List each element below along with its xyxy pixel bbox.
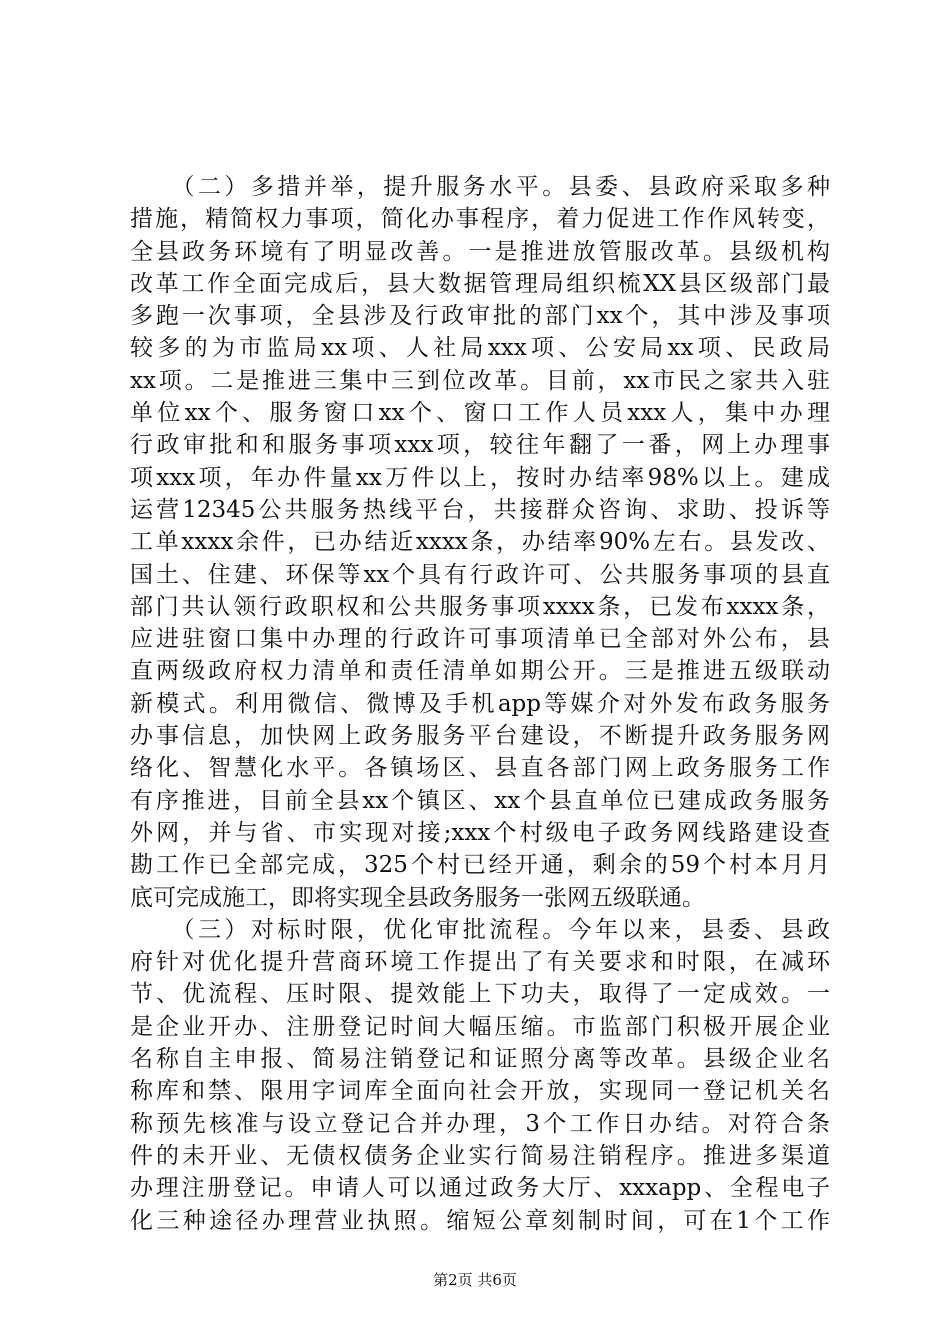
text-line: 多跑一次事项，全县涉及行政审批的部门xx个，其中涉及事项 bbox=[130, 303, 830, 330]
text-line: 节、优流程、压时限、提效能上下功夫，取得了一定成效。一 bbox=[130, 981, 830, 1008]
text-line: 运营12345公共服务热线平台，共接群众咨询、求助、投诉等 bbox=[130, 496, 830, 523]
text-line: （三）对标时限，优化审批流程。今年以来，县委、县政 bbox=[130, 916, 830, 943]
text-line: 单位xx个、服务窗口xx个、窗口工作人员xxx人，集中办理 bbox=[130, 400, 830, 427]
text-line: 新模式。利用微信、微博及手机app等媒介对外发布政务服务 bbox=[130, 690, 830, 717]
paragraph-three bbox=[130, 914, 830, 1237]
text-line: xx项。二是推进三集中三到位改革。目前，xx市民之家共入驻 bbox=[130, 367, 830, 394]
text-line: 办理注册登记。申请人可以通过政务大厅、xxxapp、全程电子 bbox=[130, 1175, 830, 1202]
text-line: 外网，并与省、市实现对接;xxx个村级电子政务网线路建设查 bbox=[130, 819, 830, 846]
text-line: 络化、智慧化水平。各镇场区、县直各部门网上政务服务工作 bbox=[130, 755, 830, 782]
text-line: 项xxx项，年办件量xx万件以上，按时办结率98%以上。建成 bbox=[130, 464, 830, 491]
text-line: 勘工作已全部完成，325个村已经开通，剩余的59个村本月月 bbox=[130, 852, 830, 879]
text-line: 国土、住建、环保等xx个具有行政许可、公共服务事项的县直 bbox=[130, 561, 830, 588]
text-line: （二）多措并举，提升服务水平。县委、县政府采取多种 bbox=[130, 174, 830, 200]
text-line: 部门共认领行政职权和公共服务事项xxxx条，已发布xxxx条， bbox=[130, 593, 830, 620]
text-line: 化三种途径办理营业执照。缩短公章刻制时间，可在1个工作 bbox=[130, 1207, 830, 1234]
text-line: 名称自主申报、简易注销登记和证照分离等改革。县级企业名 bbox=[130, 1046, 830, 1073]
text-line: 直两级政府权力清单和责任清单如期公开。三是推进五级联动 bbox=[130, 658, 830, 685]
text-line: 办事信息，加快网上政务服务平台建设，不断提升政务服务网 bbox=[130, 723, 830, 750]
text-line: 有序推进，目前全县xx个镇区、xx个县直单位已建成政务服务 bbox=[130, 787, 830, 814]
text-line: 是企业开办、注册登记时间大幅压缩。市监部门积极开展企业 bbox=[130, 1013, 830, 1040]
text-line: 改革工作全面完成后，县大数据管理局组织梳XX县区级部门最 bbox=[130, 270, 830, 297]
text-line: 件的未开业、无债权债务企业实行简易注销程序。推进多渠道 bbox=[130, 1142, 830, 1169]
text-line: 府针对优化提升营商环境工作提出了有关要求和时限，在减环 bbox=[130, 949, 830, 976]
text-line: 工单xxxx余件，已办结近xxxx条，办结率90%左右。县发改、 bbox=[130, 529, 830, 556]
text-line: 应进驻窗口集中办理的行政许可事项清单已全部对外公布，县 bbox=[130, 626, 830, 653]
text-line: 底可完成施工，即将实现全县政务服务一张网五级联通。 bbox=[130, 884, 705, 911]
text-line: 全县政务环境有了明显改善。一是推进放管服改革。县级机构 bbox=[130, 238, 830, 265]
paragraph-two bbox=[130, 171, 830, 914]
document-body bbox=[130, 171, 830, 1237]
text-line: 较多的为市监局xx项、人社局xxx项、公安局xx项、民政局 bbox=[130, 335, 830, 362]
text-line: 措施，精简权力事项，简化办事程序，着力促进工作作风转变， bbox=[130, 206, 830, 233]
text-line: 行政审批和和服务事项xxx项，较往年翻了一番，网上办理事 bbox=[130, 432, 830, 459]
page-number-footer: 第2页 共6页 bbox=[433, 1271, 517, 1289]
text-line: 称预先核准与设立登记合并办理，3个工作日办结。对符合条 bbox=[130, 1110, 830, 1137]
text-line: 称库和禁、限用字词库全面向社会开放，实现同一登记机关名 bbox=[130, 1078, 830, 1105]
